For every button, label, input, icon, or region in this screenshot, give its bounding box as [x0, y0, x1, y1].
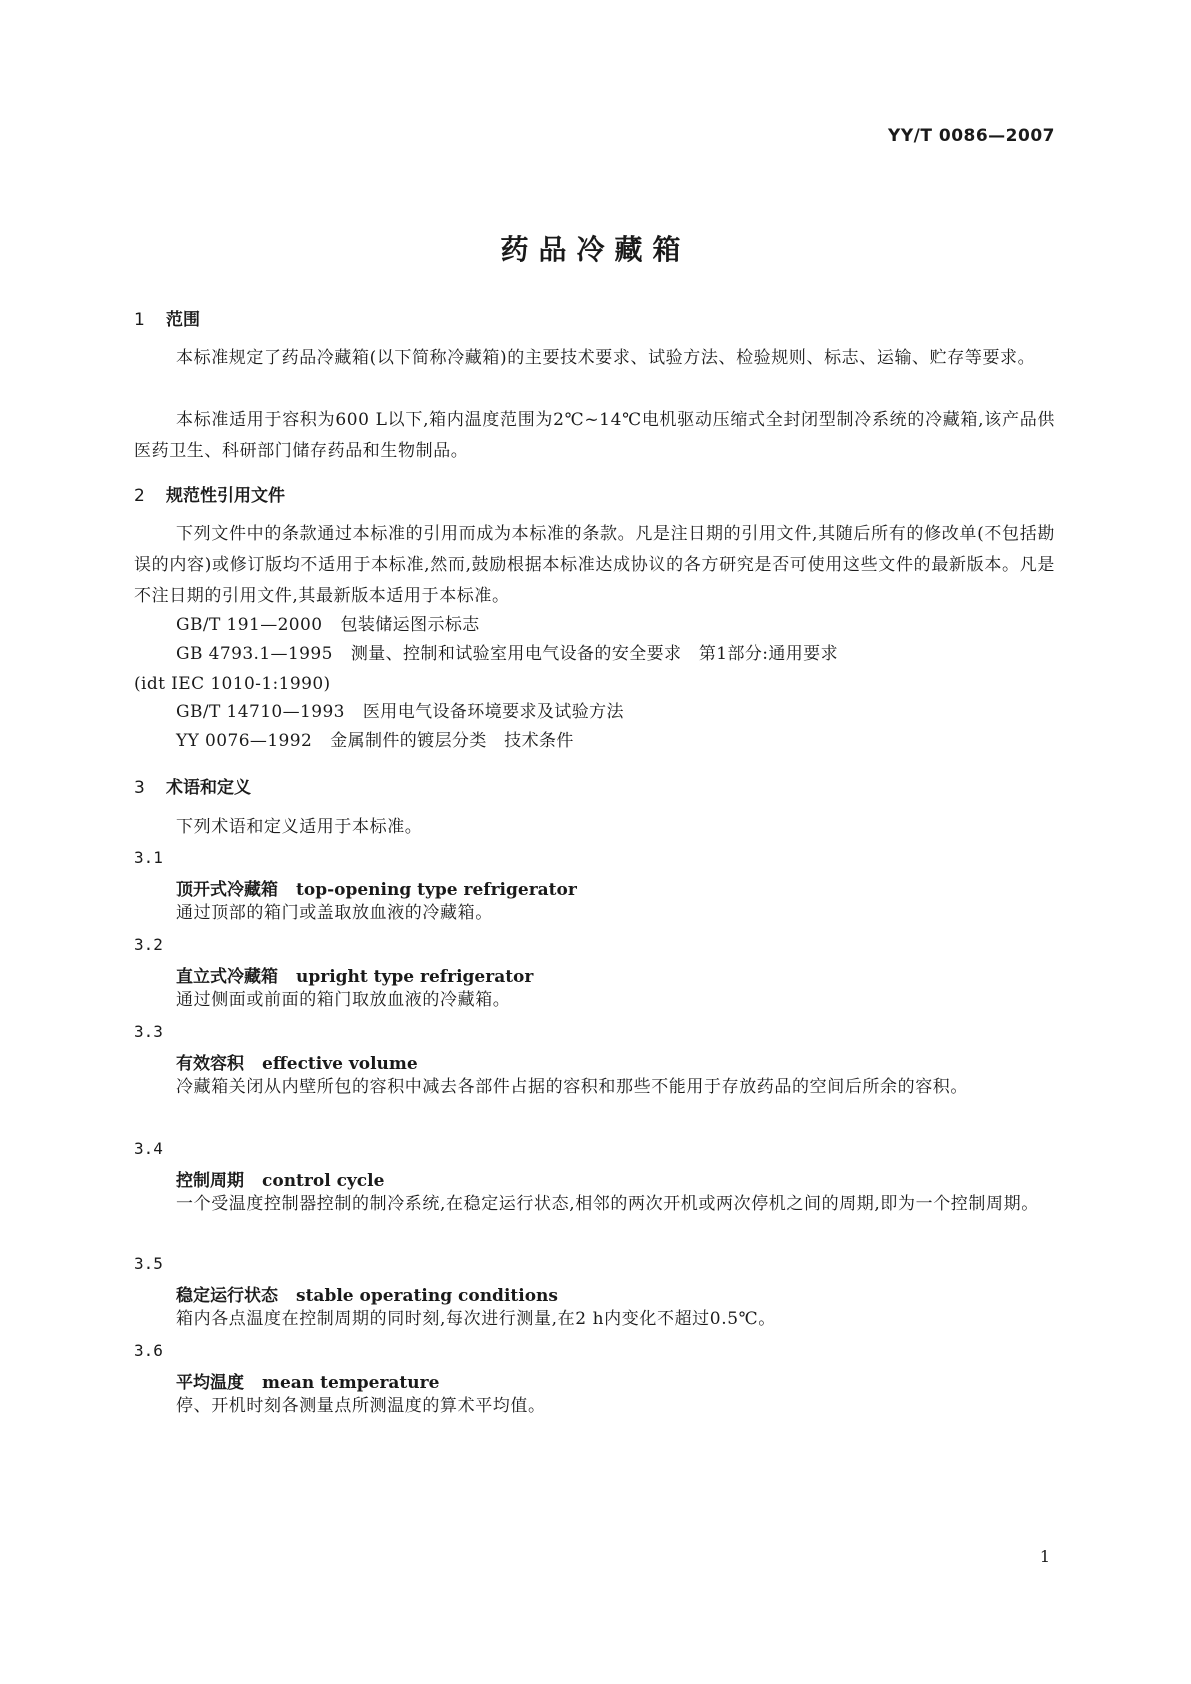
term-definition: 通过顶部的箱门或盖取放血液的冷藏箱。 [176, 903, 493, 923]
term-name-zh: 平均温度 [176, 1373, 244, 1393]
reference-item [176, 610, 480, 641]
reference-title: 医用电气设备环境要求及试验方法 [362, 702, 624, 722]
term-definition: 箱内各点温度在控制周期的同时刻,每次进行测量,在2 h内变化不超过0.5℃。 [176, 1309, 776, 1329]
term-number: 3.1 [134, 848, 163, 867]
reference-item [176, 697, 624, 728]
term-definition: 一个受温度控制器控制的制冷系统,在稳定运行状态,相邻的两次开机或两次停机之间的周期,即为一个控制周期。 [176, 1194, 1039, 1214]
term-name-en: stable operating conditions [296, 1286, 558, 1306]
term-name [176, 875, 577, 900]
section-2-paragraph: 下列文件中的条款通过本标准的引用而成为本标准的条款。凡是注日期的引用文件,其随后所有的修改单(不包括勘误的内容)或修订版均不适用于本标准,然而,鼓励根据本标准达成协议的各方研究是否可使用这些文件的最新版本。凡是不注日期的引用文件,其最新版本适用于本标准。 [134, 524, 1055, 606]
term-number: 3.2 [134, 935, 163, 954]
page-number: 1 [1039, 1547, 1050, 1566]
term-name-zh: 顶开式冷藏箱 [176, 880, 278, 900]
term-name [176, 1166, 384, 1191]
term-number: 3.5 [134, 1254, 163, 1273]
reference-code: YY 0076—1992 [176, 731, 313, 751]
section-number: 3 [134, 778, 145, 798]
reference-code: GB/T 14710—1993 [176, 702, 345, 722]
section-3-intro: 下列术语和定义适用于本标准。 [176, 817, 423, 837]
term-name-en: mean temperature [262, 1373, 440, 1393]
term-number: 3.4 [134, 1139, 163, 1158]
reference-title: 包装储运图示标志 [340, 615, 480, 635]
term-definition: 冷藏箱关闭从内壁所包的容积中减去各部件占据的容积和那些不能用于存放药品的空间后所余的容积。 [176, 1077, 968, 1097]
reference-code: GB/T 191—2000 [176, 615, 323, 635]
term-number: 3.3 [134, 1022, 163, 1041]
section-title: 范围 [166, 310, 200, 330]
term-name-en: top-opening type refrigerator [296, 880, 577, 900]
term-name-en: upright type refrigerator [296, 967, 534, 987]
term-name-zh: 直立式冷藏箱 [176, 967, 278, 987]
section-number: 2 [134, 486, 145, 506]
reference-title: 测量、控制和试验室用电气设备的安全要求 第1部分:通用要求 [350, 644, 838, 664]
term-name-zh: 控制周期 [176, 1171, 244, 1191]
term-name [176, 1368, 439, 1393]
section-1-heading [134, 305, 200, 330]
reference-code: GB 4793.1—1995 [176, 644, 333, 664]
section-1-paragraph-2: 本标准适用于容积为600 L以下,箱内温度范围为2℃~14℃电机驱动压缩式全封闭型制冷系统的冷藏箱,该产品供医药卫生、科研部门储存药品和生物制品。 [134, 410, 1055, 461]
term-number: 3.6 [134, 1341, 163, 1360]
term-definition: 通过侧面或前面的箱门取放血液的冷藏箱。 [176, 990, 511, 1010]
section-title: 规范性引用文件 [166, 486, 285, 506]
section-3-heading [134, 773, 251, 798]
section-2-heading [134, 481, 285, 506]
term-name-en: effective volume [262, 1054, 418, 1074]
document-title: 药品冷藏箱 [500, 233, 691, 266]
term-definition: 停、开机时刻各测量点所测温度的算术平均值。 [176, 1396, 546, 1416]
term-name-zh: 稳定运行状态 [176, 1286, 278, 1306]
standard-number: YY/T 0086—2007 [888, 126, 1055, 146]
term-name-zh: 有效容积 [176, 1054, 244, 1074]
reference-continuation: (idt IEC 1010-1:1990) [134, 674, 331, 694]
section-1-paragraph-1: 本标准规定了药品冷藏箱(以下简称冷藏箱)的主要技术要求、试验方法、检验规则、标志、运输、贮存等要求。 [176, 348, 1036, 368]
term-name [176, 1281, 558, 1306]
reference-item [176, 639, 838, 670]
section-number: 1 [134, 310, 145, 330]
reference-item [176, 726, 574, 757]
reference-title: 金属制件的镀层分类 技术条件 [330, 731, 574, 751]
term-name [176, 1049, 418, 1074]
term-name-en: control cycle [262, 1171, 385, 1191]
term-name [176, 962, 533, 987]
section-title: 术语和定义 [166, 778, 251, 798]
